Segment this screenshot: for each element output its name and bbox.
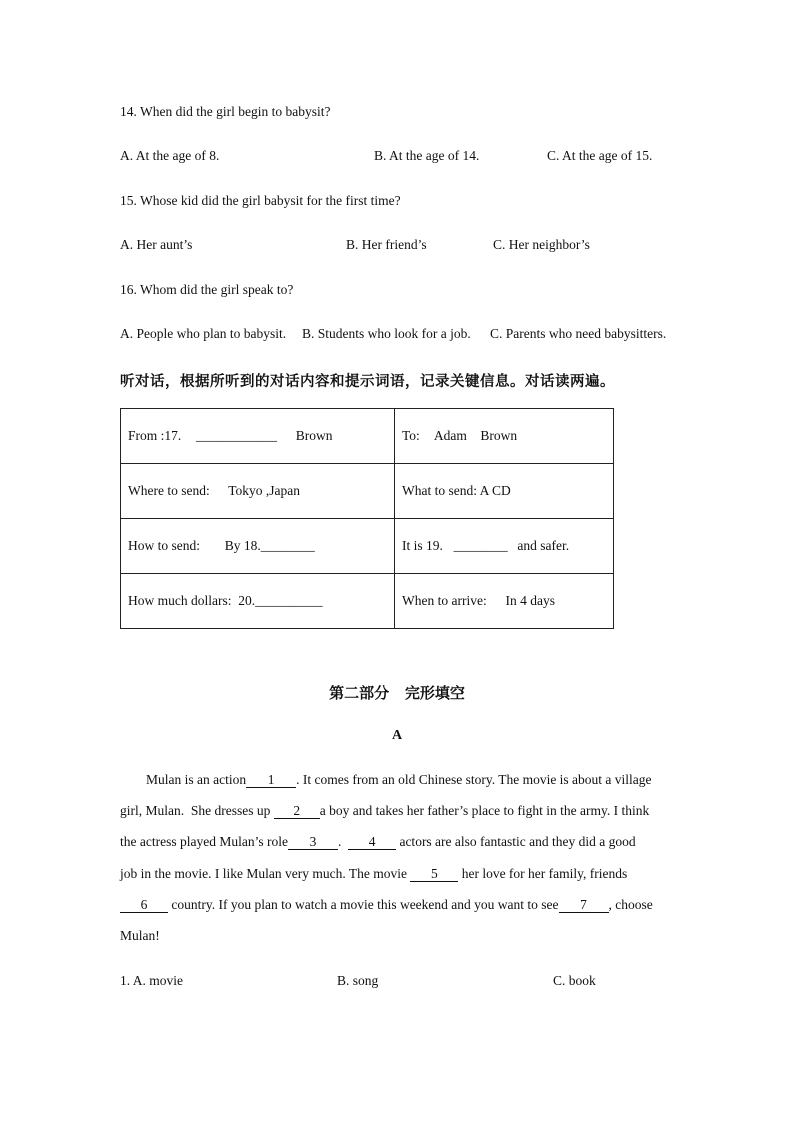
where-label: Where to send:: [128, 483, 210, 498]
line-text: a boy and takes her father’s place to fight in the army. I think: [319, 803, 650, 818]
q16-option-c: C. Parents who need babysitters.: [490, 326, 667, 341]
table-row: [121, 519, 614, 574]
when-value: In 4 days: [505, 593, 555, 608]
line-text: Mulan is an action: [146, 772, 247, 787]
line-text: girl, Mulan. She dresses up: [120, 803, 274, 818]
passage-line-3: [120, 834, 636, 850]
where-value: Tokyo ,Japan: [228, 483, 301, 498]
line-text: the actress played Mulan’s role: [120, 834, 288, 849]
table-row: [121, 464, 614, 519]
blank-6: 6: [120, 898, 168, 913]
q14-option-b: B. At the age of 14.: [374, 148, 480, 163]
q15-option-a: A. Her aunt’s: [120, 237, 193, 252]
to-label: To:: [402, 428, 420, 443]
from-cell: [121, 409, 395, 464]
info-table: [120, 408, 614, 629]
q1-option-c: C. book: [553, 973, 596, 988]
blank-5: 5: [410, 867, 458, 882]
blank-1: 1: [246, 773, 296, 788]
blank-7: 7: [559, 898, 609, 913]
from-blank: ____________: [196, 428, 278, 443]
q14-option-c: C. At the age of 15.: [547, 148, 653, 163]
what-cell: [395, 464, 614, 519]
q16-option-a: A. People who plan to babysit.: [120, 326, 287, 341]
what-label: What to send: A CD: [402, 483, 511, 498]
it-is-blank: ________: [453, 538, 508, 553]
line-text: .: [337, 834, 349, 849]
passage-line-6: Mulan!: [120, 928, 160, 943]
how-label: How to send:: [128, 538, 200, 553]
it-is-label: It is 19.: [402, 538, 443, 553]
to-value: Adam Brown: [433, 428, 518, 443]
how-cell: [121, 519, 395, 574]
question-15: 15. Whose kid did the girl babysit for the first time?: [120, 193, 401, 208]
question-16: 16. Whom did the girl speak to?: [120, 282, 294, 297]
section-title: 第二部分 完形填空: [329, 684, 465, 702]
line-text: actors are also fantastic and they did a good: [396, 834, 636, 849]
passage-line-1: [146, 772, 652, 788]
table-row: [121, 409, 614, 464]
line-text: , choose: [608, 897, 653, 912]
q15-option-c: C. Her neighbor’s: [493, 237, 590, 252]
blank-4: 4: [348, 835, 396, 850]
passage-line-4: [120, 866, 627, 882]
q14-option-a: A. At the age of 8.: [120, 148, 220, 163]
line-text: her love for her family, friends: [458, 866, 628, 881]
line-text: . It comes from an old Chinese story. The movie is about a village: [296, 772, 652, 787]
q16-option-b: B. Students who look for a job.: [302, 326, 471, 341]
it-is-cell: [395, 519, 614, 574]
from-label: From :17.: [128, 428, 182, 443]
q1-option-a: 1. A. movie: [120, 973, 183, 988]
when-cell: [395, 574, 614, 629]
where-cell: [121, 464, 395, 519]
to-cell: [395, 409, 614, 464]
it-is-rest: and safer.: [517, 538, 570, 553]
passage-line-5: [120, 897, 653, 913]
passage-label: A: [391, 728, 403, 743]
line-text: job in the movie. I like Mulan very much. The movie: [120, 866, 411, 881]
table-row: [121, 574, 614, 629]
blank-3: 3: [288, 835, 338, 850]
how-much-label: How much dollars: 20.__________: [128, 593, 323, 608]
passage-line-2: [120, 803, 649, 819]
how-value: By 18.________: [224, 538, 315, 553]
question-14: 14. When did the girl begin to babysit?: [120, 104, 331, 119]
how-much-cell: [121, 574, 395, 629]
listening-instruction: 听对话，根据所听到的对话内容和提示词语，记录关键信息。对话读两遍。: [120, 374, 615, 390]
line-text: country. If you plan to watch a movie this weekend and you want to see: [168, 897, 559, 912]
from-value: Brown: [295, 428, 333, 443]
q15-option-b: B. Her friend’s: [346, 237, 427, 252]
q1-option-b: B. song: [337, 973, 379, 988]
blank-2: 2: [274, 804, 320, 819]
when-label: When to arrive:: [402, 593, 487, 608]
